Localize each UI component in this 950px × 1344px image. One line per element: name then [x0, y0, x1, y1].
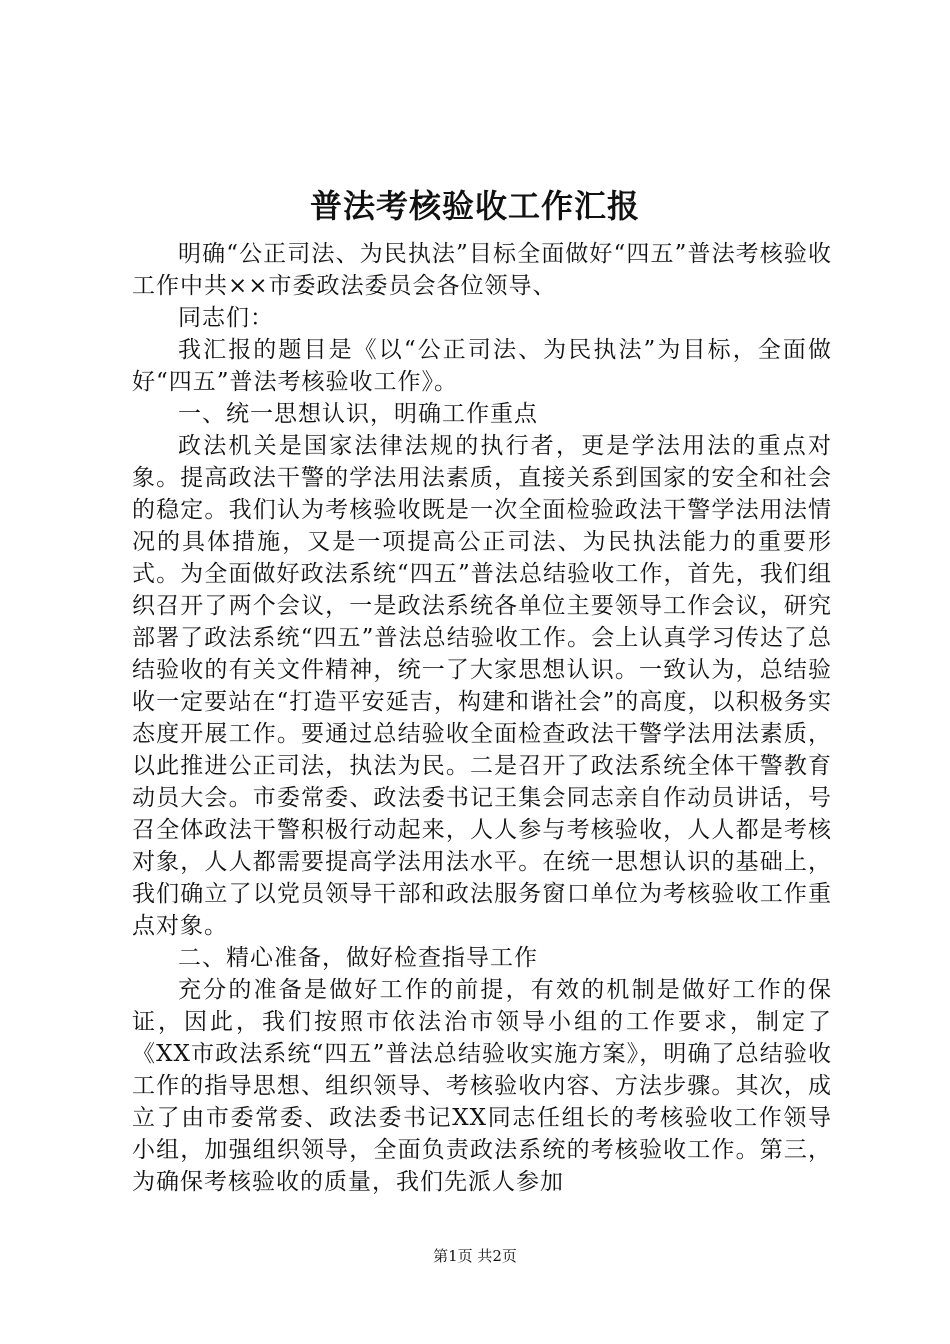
paragraph-report-topic: 我汇报的题目是《以“公正司法、为民执法”为目标，全面做好“四五”普法考核验收工作》。 [132, 337, 832, 395]
page-footer: 第1页 共2页 [433, 1247, 517, 1265]
section-heading-1: 一、统一思想认识，明确工作重点 [178, 401, 538, 427]
paragraph-section-1-body: 政法机关是国家法律法规的执行者，更是学法用法的重点对象。提高政法干警的学法用法素质，直接关系到国家的安全和社会的稳定。我们认为考核验收既是一次全面检验政法干警学法用法情况的具体措施，又是一项提高公正司法、为民执法能力的重要形式。为全面做好政法系统“四五”普法总结验收工作，首先，我们组织召开了两个会议，一是政法系统各单位主要领导工作会议，研究部署了政法系统“四五”普法总结验收工作。会上认真学习传达了总结验收的有关文件精神，统一了大家思想认识。一致认为，总结验收一定要站在“打造平安延吉，构建和谐社会”的高度，以积极务实态度开展工作。要通过总结验收全面检查政法干警学法用法素质，以此推进公正司法，执法为民。二是召开了政法系统全体干警教育动员大会。市委常委、政法委书记王集会同志亲自作动员讲话，号召全体政法干警积极行动起来，人人参与考核验收，人人都是考核对象，人人都需要提高学法用法水平。在统一思想认识的基础上，我们确立了以党员领导干部和政法服务窗口单位为考核验收工作重点对象。 [132, 433, 832, 939]
paragraph-opening: 明确“公正司法、为民执法”目标全面做好“四五”普法考核验收工作中共××市委政法委员会各位领导、 [132, 241, 832, 299]
section-heading-2: 二、精心准备，做好检查指导工作 [178, 945, 538, 971]
paragraph-section-2-body: 充分的准备是做好工作的前提，有效的机制是做好工作的保证，因此，我们按照市依法治市领导小组的工作要求，制定了《XX市政法系统“四五”普法总结验收实施方案》，明确了总结验收工作的指导思想、组织领导、考核验收内容、方法步骤。其次，成立了由市委常委、政法委书记XX同志任组长的考核验收工作领导小组，加强组织领导，全面负责政法系统的考核验收工作。第三，为确保考核验收的质量，我们先派人参加 [132, 977, 832, 1195]
document-title: 普法考核验收工作汇报 [309, 187, 640, 225]
paragraph-salutation: 同志们： [178, 305, 274, 331]
document-body [132, 238, 832, 1198]
